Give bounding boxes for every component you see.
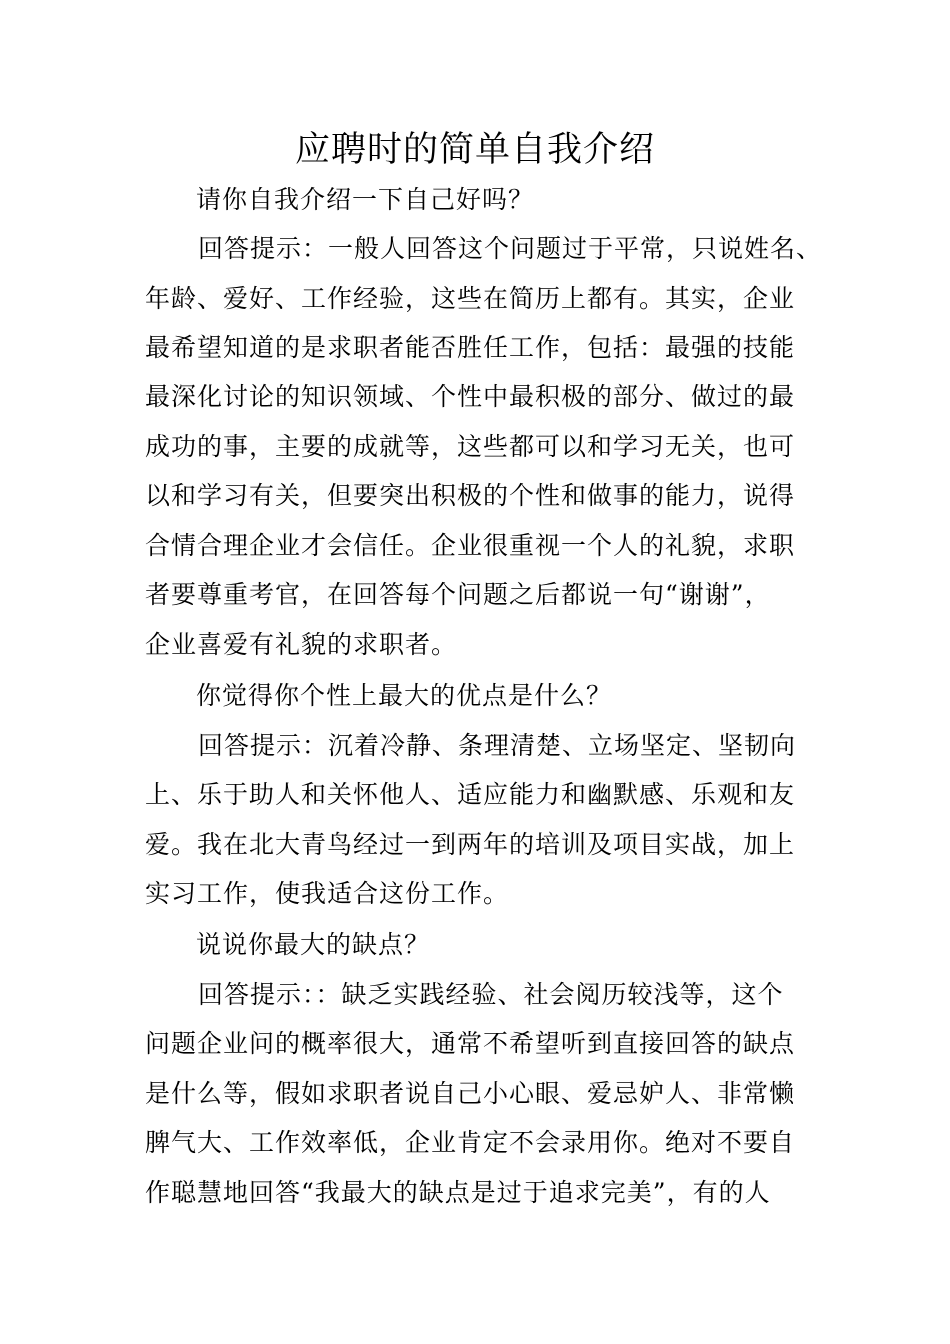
body-line: 最希望知道的是求职者能否胜任工作，包括：最强的技能 <box>145 333 796 362</box>
body-line: 企业喜爱有礼貌的求职者。 <box>145 630 458 659</box>
answer-line: 回答提示：：缺乏实践经验、社会阅历较浅等，这个 <box>198 980 784 1009</box>
body-line: 实习工作，使我适合这份工作。 <box>145 879 510 908</box>
answer-line: 回答提示：一般人回答这个问题过于平常，只说姓名、 <box>198 234 823 263</box>
question-line: 你觉得你个性上最大的优点是什么？ <box>196 681 613 710</box>
body-line: 上、乐于助人和关怀他人、适应能力和幽默感、乐观和友 <box>145 780 796 809</box>
body-line: 成功的事，主要的成就等，这些都可以和学习无关，也可 <box>145 432 796 461</box>
answer-line: 回答提示：沉着冷静、条理清楚、立场坚定、坚韧向 <box>198 731 797 760</box>
body-line: 以和学习有关，但要突出积极的个性和做事的能力，说得 <box>145 481 796 510</box>
body-line: 者要尊重考官，在回答每个问题之后都说一句“谢谢”， <box>145 580 771 609</box>
body-line: 问题企业问的概率很大，通常不希望听到直接回答的缺点 <box>145 1029 796 1058</box>
body-line: 爱。我在北大青鸟经过一到两年的培训及项目实战，加上 <box>145 830 796 859</box>
body-line: 是什么等，假如求职者说自己小心眼、爱忌妒人、非常懒 <box>145 1079 796 1108</box>
page-title: 应聘时的简单自我介绍 <box>294 130 655 170</box>
body-line: 最深化讨论的知识领域、个性中最积极的部分、做过的最 <box>145 382 796 411</box>
question-line: 说说你最大的缺点？ <box>196 930 431 959</box>
body-line: 合情合理企业才会信任。企业很重视一个人的礼貌，求职 <box>145 531 796 560</box>
body-line: 脾气大、工作效率低，企业肯定不会录用你。绝对不要自 <box>145 1128 796 1157</box>
question-line: 请你自我介绍一下自己好吗？ <box>196 185 535 214</box>
body-line: 作聪慧地回答“我最大的缺点是过于追求完美”，有的人 <box>145 1178 771 1207</box>
body-line: 年龄、爱好、工作经验，这些在简历上都有。其实，企业 <box>145 284 796 313</box>
